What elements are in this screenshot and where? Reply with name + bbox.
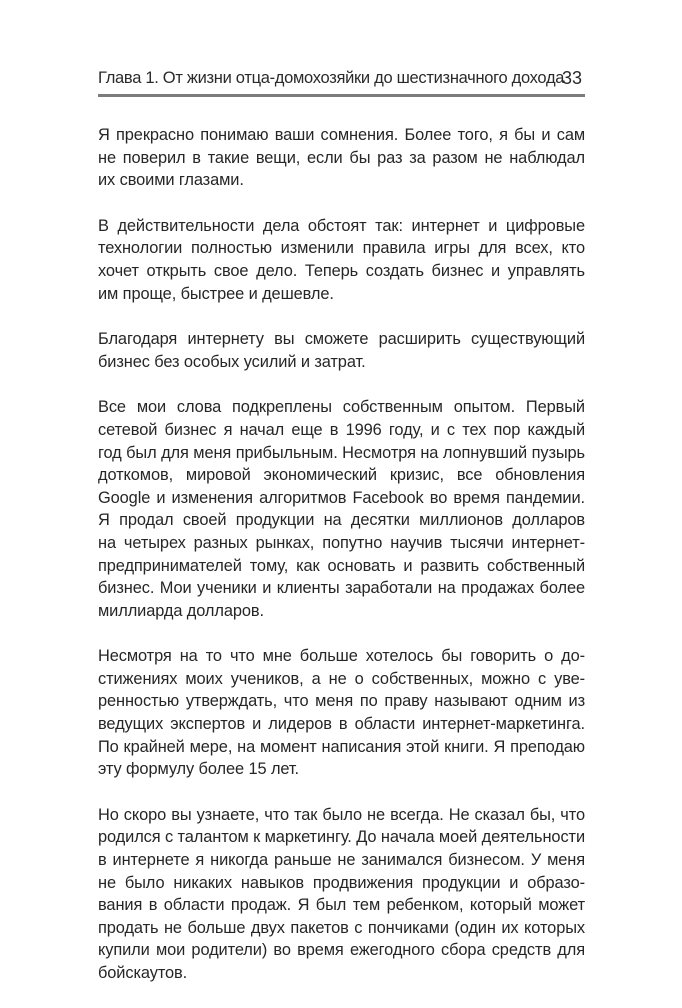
text-line: Но скоро вы узнаете, что так было не всегда. Не сказал бы, что bbox=[98, 805, 585, 824]
text-line: вания в области продаж. Я был тем ребенком, который может bbox=[98, 896, 585, 915]
text-line: их своими глазами. bbox=[98, 171, 244, 190]
text-line: бизнес. Мои ученики и клиенты заработали на продажах более bbox=[98, 579, 585, 598]
paragraph bbox=[98, 804, 585, 985]
paragraph bbox=[98, 328, 585, 373]
paragraph bbox=[98, 396, 585, 622]
text-line: не поверил в такие вещи, если бы раз за разом не наблюдал bbox=[98, 148, 585, 167]
text-line: на четырех разных рынках, попутно научив тысячи интернет- bbox=[98, 533, 585, 552]
paragraph bbox=[98, 645, 585, 781]
text-line: продать не больше двух пакетов с пончиками (один их которых bbox=[98, 918, 585, 937]
text-line: В действительности дела обстоят так: интернет и цифровые bbox=[98, 216, 585, 235]
chapter-title: Глава 1. От жизни отца-домохозяйки до шестизначного дохода bbox=[98, 69, 565, 87]
text-line: технологии полностью изменили правила игры для всех, кто bbox=[98, 239, 585, 258]
text-line: год был для меня прибыльным. Несмотря на лопнувший пузырь bbox=[98, 443, 585, 462]
text-line: Несмотря на то что мне больше хотелось бы говорить о до- bbox=[98, 647, 585, 666]
text-line: Благодаря интернету вы сможете расширить существующий bbox=[98, 330, 585, 349]
text-line: доткомов, мировой экономический кризис, все обновления bbox=[98, 466, 585, 485]
text-line: эту формулу более 15 лет. bbox=[98, 760, 299, 779]
paragraph bbox=[98, 215, 585, 305]
text-line: Google и изменения алгоритмов Facebook во время пандемии. bbox=[98, 488, 585, 507]
header-rule bbox=[98, 94, 585, 97]
page-number: 33 bbox=[561, 68, 582, 88]
running-header bbox=[98, 66, 584, 92]
text-line: По крайней мере, на момент написания этой книги. Я преподаю bbox=[98, 737, 585, 756]
text-line: Я продал своей продукции на десятки миллионов долларов bbox=[98, 511, 585, 530]
text-line: ведущих экспертов и лидеров в области интернет-маркетинга. bbox=[98, 715, 585, 734]
text-line: хочет открыть свое дело. Теперь создать бизнес и управлять bbox=[98, 261, 585, 280]
text-line: купили мои родители) во время ежегодного сбора средств для bbox=[98, 941, 585, 960]
paragraph bbox=[98, 124, 585, 192]
text-line: в интернете я никогда раньше не занимался бизнесом. У меня bbox=[98, 851, 585, 870]
body-text bbox=[98, 124, 585, 1008]
text-line: Все мои слова подкреплены собственным опытом. Первый bbox=[98, 398, 585, 417]
text-line: стижениях моих учеников, а не о собственных, можно с уве- bbox=[98, 669, 585, 688]
text-line: бизнес без особых усилий и затрат. bbox=[98, 352, 366, 371]
text-line: ренностью утверждать, что меня по праву называют одним из bbox=[98, 692, 585, 711]
text-line: бойскаутов. bbox=[98, 964, 188, 982]
text-line: Я прекрасно понимаю ваши сомнения. Более того, я бы и сам bbox=[98, 126, 585, 144]
text-line: миллиарда долларов. bbox=[98, 601, 264, 620]
text-line: родился с талантом к маркетингу. До начала моей деятельности bbox=[98, 828, 585, 847]
text-line: им проще, быстрее и дешевле. bbox=[98, 284, 334, 303]
text-line: не было никаких навыков продвижения продукции и образо- bbox=[98, 873, 585, 892]
text-line: сетевой бизнес я начал еще в 1996 году, и с тех пор каждый bbox=[98, 420, 585, 439]
text-line: предпринимателей тому, как основать и развить собственный bbox=[98, 556, 585, 575]
